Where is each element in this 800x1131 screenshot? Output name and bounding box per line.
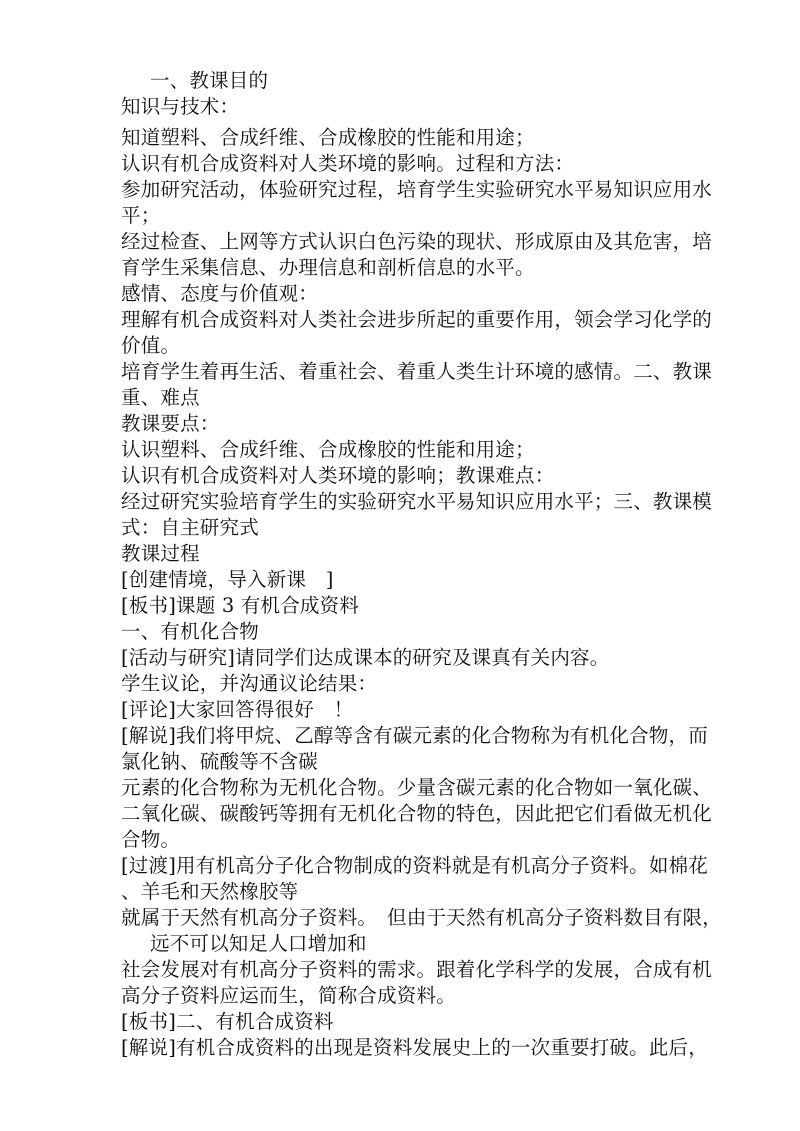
text-line: [过渡]用有机高分子化合物制成的资料就是有机高分子资料。如棉花 xyxy=(121,854,708,877)
subheading-process: 教课过程 xyxy=(121,542,200,565)
text-line: 参加研究活动，体验研究过程，培育学生实验研究水平易知识应用水 xyxy=(121,178,713,201)
text-line: [解说]有机合成资料的出现是资料发展史上的一次重要打破。此后， xyxy=(121,1036,708,1059)
section-heading-objectives: 一、教课目的 xyxy=(150,69,269,92)
text-line: 就属于天然有机高分子资料。 但由于天然有机高分子资料数目有限， xyxy=(121,906,722,929)
text-line: 学生议论，并沟通议论结果： xyxy=(121,672,378,695)
text-line: 高分子资料应运而生，简称合成资料。 xyxy=(121,984,456,1007)
text-line: [评论]大家回答得很好 ！ xyxy=(121,698,354,721)
text-line: 育学生采集信息、办理信息和剖析信息的水平。 xyxy=(121,256,535,279)
text-line: 经过研究实验培育学生的实验研究水平易知识应用水平；三、教课模 xyxy=(121,490,713,513)
text-line: 认识有机合成资料对人类环境的影响；教课难点： xyxy=(121,464,555,487)
text-line: 一、有机化合物 xyxy=(121,620,259,643)
text-line: [创建情境，导入新课 ] xyxy=(121,568,334,591)
text-line: 平； xyxy=(121,204,161,227)
text-line: 经过检查、上网等方式认识白色污染的现状、形成原由及其危害，培 xyxy=(121,230,713,253)
text-line: 二氧化碳、碳酸钙等拥有无机化合物的特色，因此把它们看做无机化 xyxy=(121,802,713,825)
text-line: [解说]我们将甲烷、乙醇等含有碳元素的化合物称为有机化合物，而 xyxy=(121,724,708,747)
text-line: 式：自主研究式 xyxy=(121,516,259,539)
text-line: 合物。 xyxy=(121,828,181,851)
text-line: 培育学生着再生活、着重社会、着重人类生计环境的感情。二、教课 xyxy=(121,360,713,383)
text-line: 、羊毛和天然橡胶等 xyxy=(121,880,299,903)
subheading-knowledge-skills: 知识与技术： xyxy=(121,95,240,118)
text-line: 远不可以知足人口增加和 xyxy=(150,932,367,955)
text-line: 认识有机合成资料对人类环境的影响。过程和方法： xyxy=(121,152,575,175)
text-line: [板书]二、有机合成资料 xyxy=(121,1010,334,1033)
subheading-emotion-values: 感情、态度与价值观： xyxy=(121,282,319,305)
text-line: 知道塑料、合成纤维、合成橡胶的性能和用途； xyxy=(121,126,535,149)
text-line: 认识塑料、合成纤维、合成橡胶的性能和用途； xyxy=(121,438,535,461)
subheading-key-points: 教课要点： xyxy=(121,412,220,435)
text-line: 重、难点 xyxy=(121,386,200,409)
text-line: [板书]课题 3 有机合成资料 xyxy=(121,594,360,617)
text-line: 社会发展对有机高分子资料的需求。跟着化学科学的发展，合成有机 xyxy=(121,958,713,981)
text-line: [活动与研究]请同学们达成课本的研究及课真有关内容。 xyxy=(121,646,610,669)
text-line: 元素的化合物称为无机化合物。少量含碳元素的化合物如一氧化碳、 xyxy=(121,776,713,799)
text-line: 氯化钠、硫酸等不含碳 xyxy=(121,750,319,773)
text-line: 价值。 xyxy=(121,334,181,357)
text-line: 理解有机合成资料对人类社会进步所起的重要作用，领会学习化学的 xyxy=(121,308,713,331)
